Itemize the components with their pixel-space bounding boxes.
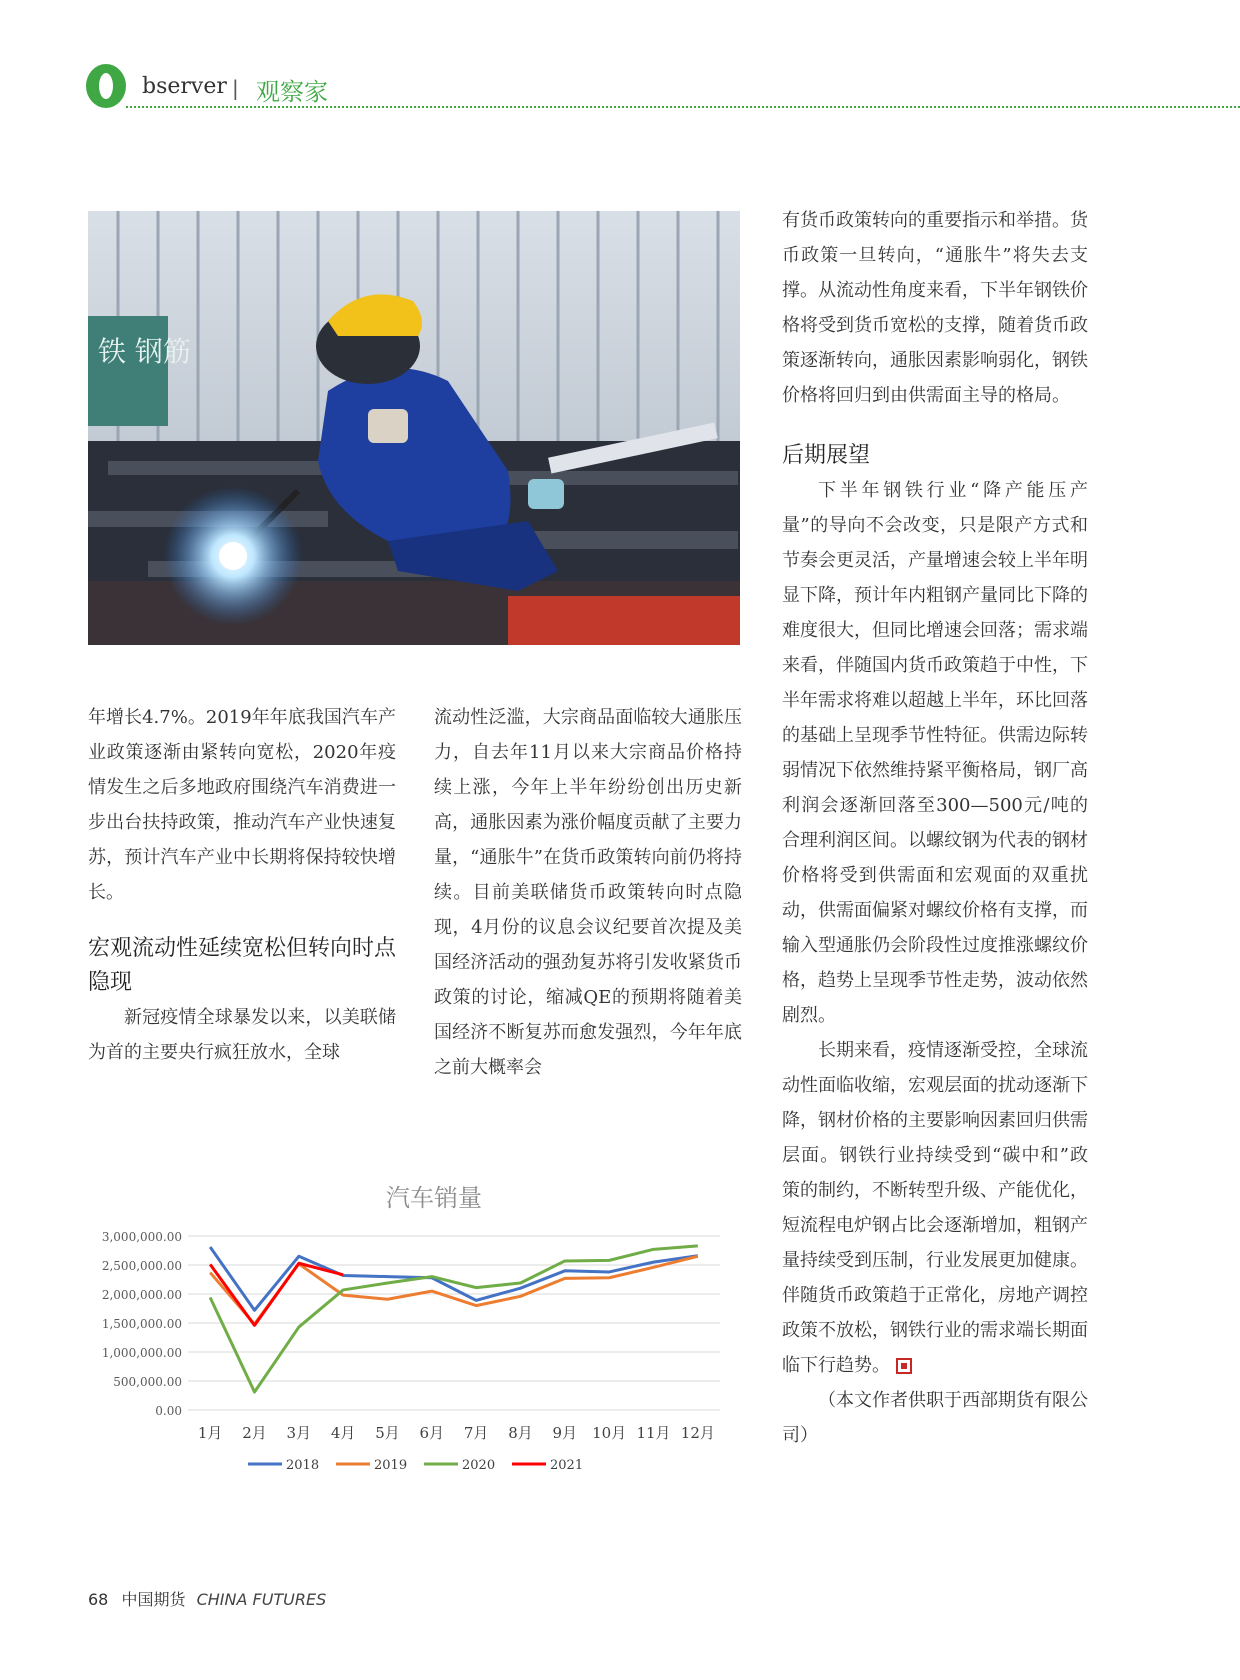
page-footer [88, 1587, 326, 1610]
paragraph-text: 长期来看，疫情逐渐受控，全球流动性面临收缩，宏观层面的扰动逐渐下降，钢材价格的主要影响因素回归供需层面。钢铁行业持续受到“碳中和”政策的制约，不断转型升级、产能优化，短流程电炉钢占比会逐渐增加，粗钢产量持续受到压制，行业发展更加健康。伴随货币政策趋于正常化，房地产调控政策不放松，钢铁行业的需求端长期面临下行趋势。 [782, 1040, 1088, 1376]
page-number: 68 [88, 1590, 109, 1609]
observer-logo-text: bserver [142, 74, 227, 99]
article-column-3 [782, 203, 1088, 1453]
car-sales-chart [88, 1170, 740, 1490]
paragraph: 下半年钢铁行业“降产能压产量”的导向不会改变，只是限产方式和节奏会更灵活，产量增速会较上半年明显下降，预计年内粗钢产量同比下降的难度很大，但同比增速会回落；需求端来看，伴随国内货币政策趋于中性，下半年需求将难以超越上半年，环比回落的基础上呈现季节性特征。供需边际转弱情况下依然维持紧平衡格局，钢厂高利润会逐渐回落至300—500元/吨的合理利润区间。以螺纹钢为代表的钢材价格将受到供需面和宏观面的双重扰动，供需面偏紧对螺纹价格有支撑，而输入型通胀仍会阶段性过度推涨螺纹价格，趋势上呈现季节性走势，波动依然剧烈。 [782, 480, 1088, 1026]
legend-label-2019: 2019 [374, 1458, 408, 1473]
chart-title: 汽车销量 [386, 1184, 482, 1212]
x-tick-label: 1月 [197, 1424, 223, 1442]
x-tick-label: 6月 [419, 1424, 445, 1442]
x-tick-label: 12月 [680, 1424, 715, 1442]
y-tick-label: 500,000.00 [113, 1375, 182, 1389]
paragraph [782, 1033, 1088, 1383]
y-tick-label: 0.00 [155, 1404, 182, 1418]
legend-label-2020: 2020 [462, 1458, 496, 1473]
x-tick-label: 9月 [552, 1424, 578, 1442]
welder-photo [88, 211, 740, 645]
x-tick-label: 5月 [375, 1424, 400, 1442]
end-of-article-icon [896, 1358, 912, 1374]
paragraph: 年增长4.7%。2019年年底我国汽车产业政策逐渐由紧转向宽松，2020年疫情发生之后多地政府围绕汽车消费进一步出台扶持政策，推动汽车产业快速复苏，预计汽车产业中长期将保持较快增长。 [88, 707, 396, 903]
wall-sign-text: 铁 钢筋 [98, 335, 191, 368]
x-tick-label: 4月 [330, 1424, 356, 1442]
paragraph: 有货币政策转向的重要指示和举措。货币政策一旦转向，“通胀牛”将失去支撑。从流动性角度来看，下半年钢铁价格将受到货币宽松的支撑，随着货币政策逐渐转向，通胀因素影响弱化，钢铁价格将回归到由供需面主导的格局。 [782, 210, 1088, 406]
magazine-name-cn: 中国期货 [121, 1590, 186, 1609]
x-tick-label: 7月 [463, 1424, 489, 1442]
paragraph: 新冠疫情全球暴发以来，以美联储为首的主要央行疯狂放水，全球 [88, 1007, 396, 1063]
y-tick-label: 1,000,000.00 [101, 1346, 182, 1360]
section-heading-outlook: 后期展望 [782, 443, 871, 468]
paragraph: 流动性泛滥，大宗商品面临较大通胀压力，自去年11月以来大宗商品价格持续上涨，今年上半年纷纷创出历史新高，通胀因素为涨价幅度贡献了主要力量，“通胀牛”在货币政策转向前仍将持续。目前美联储货币政策转向时点隐现，4月份的议息会议纪要首次提及美国经济活动的强劲复苏将引发收紧货币政策的讨论，缩减QE的预期将随着美国经济不断复苏而愈发强烈，今年年底之前大概率会 [434, 707, 742, 1078]
section-title: 观察家 [256, 78, 328, 106]
section-heading-liquidity: 宏观流动性延续宽松但转向时点隐现 [88, 936, 397, 995]
y-tick-label: 3,000,000.00 [101, 1230, 182, 1244]
x-tick-label: 2月 [242, 1424, 267, 1442]
author-note: （本文作者供职于西部期货有限公司） [782, 1390, 1088, 1446]
magazine-section-header [86, 62, 1240, 112]
x-tick-label: 3月 [286, 1424, 312, 1442]
magazine-name-en: CHINA FUTURES [196, 1590, 327, 1609]
x-tick-label: 10月 [592, 1424, 627, 1442]
header-separator: | [232, 76, 239, 100]
article-column-2 [434, 700, 742, 1085]
y-tick-label: 2,000,000.00 [101, 1288, 182, 1302]
x-tick-label: 11月 [636, 1424, 671, 1442]
article-column-1 [88, 700, 396, 1070]
legend-label-2018: 2018 [286, 1458, 320, 1473]
y-tick-label: 2,500,000.00 [101, 1259, 182, 1273]
header-dotted-rule [126, 106, 1240, 108]
legend-label-2021: 2021 [550, 1458, 584, 1473]
y-tick-label: 1,500,000.00 [101, 1317, 182, 1331]
x-tick-label: 8月 [508, 1424, 533, 1442]
observer-logo-o [86, 64, 126, 108]
